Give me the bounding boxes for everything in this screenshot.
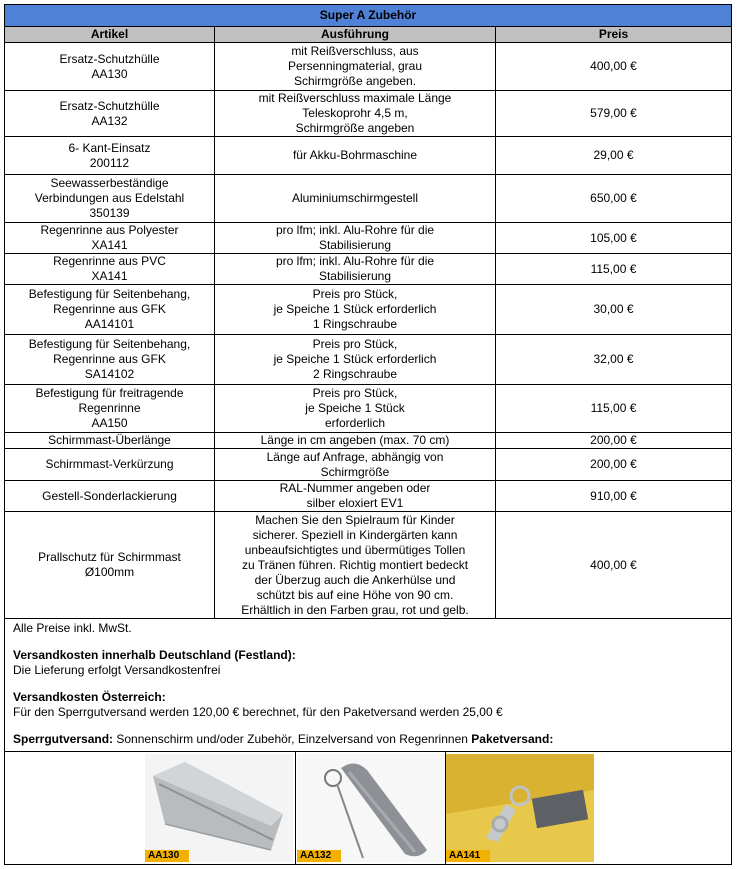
table-row [5,335,732,385]
photo-aa130 [145,754,293,862]
table-row [5,512,732,619]
sperrgut-label: Sperrgutversand: [13,732,114,746]
table-title: Super A Zubehör [5,5,732,27]
ausfuehrung-cell: Länge auf Anfrage, abhängig von Schirmgröße [215,449,496,481]
artikel-cell: Regenrinne aus PVC XA141 [5,254,215,285]
de-shipping-heading: Versandkosten innerhalb Deutschland (Festland): [13,648,296,662]
table-row [5,43,732,91]
artikel-cell: 6- Kant-Einsatz 200112 [5,137,215,175]
preis-cell: 29,00 € [496,137,732,175]
ausfuehrung-cell: RAL-Nummer angeben oder silber eloxiert EV1 [215,481,496,512]
ausfuehrung-cell: Preis pro Stück, je Speiche 1 Stück erforderlich 1 Ringschraube [215,285,496,335]
artikel-cell: Gestell-Sonderlackierung [5,481,215,512]
mwst-note: Alle Preise inkl. MwSt. [13,621,132,635]
artikel-cell: Befestigung für freitragende Regenrinne AA150 [5,385,215,433]
preis-cell: 32,00 € [496,335,732,385]
artikel-cell: Schirmmast-Überlänge [5,433,215,449]
photo-label: AA130 [145,850,189,862]
preis-cell: 650,00 € [496,175,732,223]
sperrgut-text: Sonnenschirm und/oder Zubehör, Einzelversand von Regenrinnen [113,732,472,746]
preis-cell: 105,00 € [496,223,732,254]
artikel-cell: Seewasserbeständige Verbindungen aus Edelstahl 350139 [5,175,215,223]
column-header-preis: Preis [496,27,732,43]
preis-cell: 910,00 € [496,481,732,512]
preis-cell: 200,00 € [496,433,732,449]
preis-cell: 400,00 € [496,512,732,619]
rolled-pole-cover-icon [297,754,445,862]
photos-row [5,752,732,865]
price-sheet [4,4,731,865]
preis-cell: 115,00 € [496,385,732,433]
ausfuehrung-cell: Preis pro Stück, je Speiche 1 Stück erforderlich [215,385,496,433]
column-header-artikel: Artikel [5,27,215,43]
at-shipping-heading: Versandkosten Österreich: [13,690,166,704]
table-row [5,91,732,137]
table-row [5,254,732,285]
ausfuehrung-cell: pro lfm; inkl. Alu-Rohre für die Stabilisierung [215,223,496,254]
notes-row [5,619,732,752]
paket-label: Paketversand: [471,732,554,746]
table-row [5,137,732,175]
photo-aa141 [446,754,594,862]
grey-cover-bag-icon [145,754,293,862]
ausfuehrung-cell: mit Reißverschluss maximale Länge Teleskoprohr 4,5 m, Schirmgröße angeben [215,91,496,137]
preis-cell: 400,00 € [496,43,732,91]
table-row [5,223,732,254]
table-row [5,449,732,481]
ausfuehrung-cell: für Akku-Bohrmaschine [215,137,496,175]
artikel-cell: Ersatz-Schutzhülle AA130 [5,43,215,91]
preis-cell: 30,00 € [496,285,732,335]
ausfuehrung-cell: Aluminiumschirmgestell [215,175,496,223]
yellow-gutter-bracket-icon [446,754,594,862]
artikel-cell: Befestigung für Seitenbehang, Regenrinne aus GFK AA14101 [5,285,215,335]
column-header-ausfuehrung: Ausführung [215,27,496,43]
shipping-notes [5,619,732,752]
at-shipping-text: Für den Sperrgutversand werden 120,00 € berechnet, für den Paketversand werden 25,00 € [13,705,503,719]
ausfuehrung-cell: pro lfm; inkl. Alu-Rohre für die Stabilisierung [215,254,496,285]
photo-label: AA132 [297,850,341,862]
ausfuehrung-cell: Länge in cm angeben (max. 70 cm) [215,433,496,449]
price-table [4,4,732,865]
artikel-cell: Regenrinne aus Polyester XA141 [5,223,215,254]
product-photos [5,752,731,864]
table-row [5,481,732,512]
preis-cell: 115,00 € [496,254,732,285]
artikel-cell: Prallschutz für Schirmmast Ø100mm [5,512,215,619]
photo-label: AA141 [446,850,490,862]
ausfuehrung-cell: Preis pro Stück, je Speiche 1 Stück erforderlich 2 Ringschraube [215,335,496,385]
table-row [5,433,732,449]
artikel-cell: Befestigung für Seitenbehang, Regenrinne aus GFK SA14102 [5,335,215,385]
table-row [5,175,732,223]
preis-cell: 579,00 € [496,91,732,137]
table-row [5,385,732,433]
artikel-cell: Ersatz-Schutzhülle AA132 [5,91,215,137]
ausfuehrung-cell: Machen Sie den Spielraum für Kinder sicherer. Speziell in Kindergärten kann unbeaufsichtigtes und übermütiges Tollen zu Tränen führen. Richtig montiert bedeckt der Überzug auch die Ankerhülse und schützt bis auf eine Höhe von 90 cm. Erhältlich in den Farben grau, rot und gelb. [215,512,496,619]
photo-aa132 [297,754,445,862]
preis-cell: 200,00 € [496,449,732,481]
artikel-cell: Schirmmast-Verkürzung [5,449,215,481]
ausfuehrung-cell: mit Reißverschluss, aus Persenningmaterial, grau Schirmgröße angeben. [215,43,496,91]
de-shipping-text: Die Lieferung erfolgt Versandkostenfrei [13,663,221,677]
table-row [5,285,732,335]
